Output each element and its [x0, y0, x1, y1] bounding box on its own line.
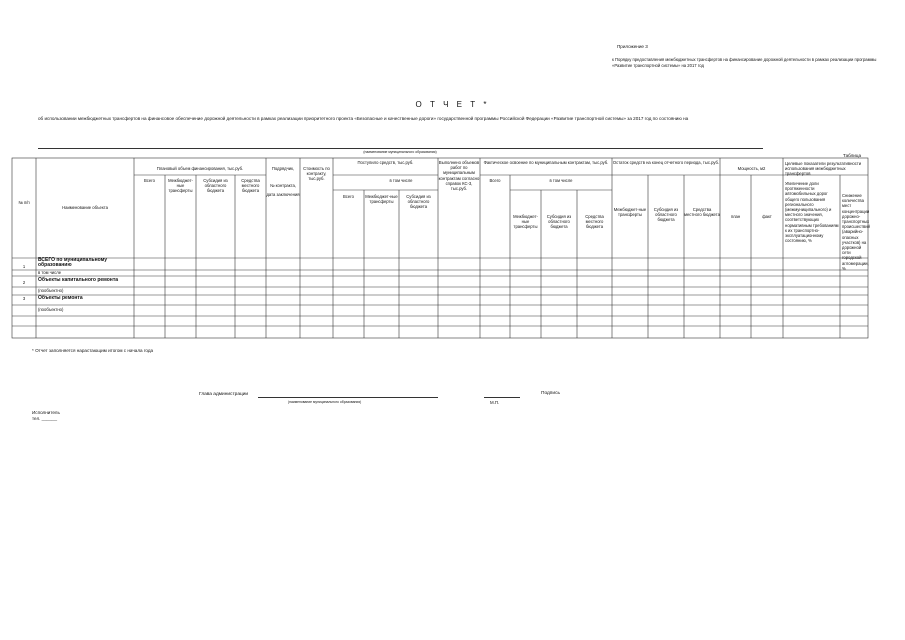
row-num: 1: [22, 264, 26, 269]
header-contractor: Подрядчик,: [271, 166, 295, 171]
header-spent-mbt: Межбюджет-ные трансферты: [513, 214, 538, 230]
signature-label: Подпись: [541, 391, 560, 396]
row-name-per-object: (пообъектно): [38, 288, 64, 293]
footnote: * Отчет заполняется нарастающим итогом с начала года: [32, 348, 154, 353]
document-title: О Т Ч Е Т *: [415, 100, 490, 109]
header-plan-subsidy: Субсидия из областного бюджета: [203, 178, 228, 194]
appendix-label: Приложение 3: [617, 44, 648, 49]
header-result-roads: Увеличение доли протяженности автомобильных дорог общего пользования регионального (межмуниципального) и местного значения, соответствующих нормативным требованиям к их транспортно-эксплуатационному состоянию, %: [785, 181, 839, 244]
head-signature-caption: (наименование муниципального образования): [288, 400, 362, 404]
head-of-administration-label: Глава администрации: [199, 392, 249, 397]
header-result-accidents: Снижение количества мест концентрации дорожно-транспортных происшествий (аварийно-опасных участков) на дорожной сети городской агломерации, %: [842, 193, 870, 271]
header-received-mbt: Межбюджет-ные трансферты: [365, 194, 398, 205]
header-plan-local: Средства местного бюджета: [241, 178, 260, 194]
header-num: № п/п: [18, 200, 30, 205]
header-result: Целевые показатели результативности использования межбюджетных трансфертов: [785, 161, 862, 177]
stamp-place-label: М.П.: [490, 400, 500, 405]
header-rest-subsidy: Субсидия из областного бюджета: [653, 207, 679, 223]
table-label: Таблица: [843, 153, 862, 158]
preamble-text: к Порядку предоставления межбюджетных трансфертов на финансирование дорожной деятельности в рамках реализации программы «Развитие транспортной системы» на 2017 год: [612, 57, 877, 68]
header-rest-local: Средства местного бюджета: [684, 207, 720, 218]
document-subtitle: об использовании межбюджетных трансфертов на финансовое обеспечение дорожной деятельности в рамках реализации приоритетного проекта «Безопасные и качественные дороги» государственной программы Российской Федерации «Развитие транспортной системы» за 2017 год по состоянию на: [38, 116, 689, 121]
row-name-capital-repair: Объекты капитального ремонта: [38, 277, 119, 283]
header-spent-subsidy: Субсидия из областного бюджета: [546, 214, 572, 230]
header-rest-mbt: Межбюджет-ные трансферты: [613, 207, 647, 218]
header-received-subsidy: Субсидия из областного бюджета: [406, 194, 431, 210]
row-name-repair: Объекты ремонта: [38, 295, 83, 301]
head-signature-line: [258, 397, 438, 398]
header-contract-date: дата заключения: [266, 192, 300, 197]
header-object-name: Наименование объекта: [62, 205, 108, 210]
header-received: Поступило средств, тыс.руб.: [357, 160, 414, 165]
header-spent-incl: в том числе: [549, 178, 573, 183]
row-name-including: в том числе: [38, 270, 62, 275]
header-spent-local: Средства местного бюджета: [585, 214, 604, 230]
header-power-fact: факт: [762, 214, 772, 219]
header-power: Мощность, м2: [737, 166, 766, 171]
municipality-caption: (наименование муниципального образования): [363, 150, 437, 154]
header-spent-total: Всего: [489, 178, 501, 183]
row-num: 2: [22, 280, 26, 285]
header-received-total: Всего: [343, 194, 354, 199]
signature-line: [484, 397, 520, 398]
row-name-total: ВСЕГО по муниципальному образованию: [38, 257, 108, 269]
header-contract-number: № контракта,: [270, 183, 296, 188]
header-received-incl: в том числе: [389, 178, 413, 183]
header-plan: Плановый объем финансирования, тыс.руб.: [156, 166, 244, 171]
header-rest: Остаток средств на конец отчетного периода, тыс.руб.: [612, 160, 720, 165]
header-power-plan: план: [730, 214, 741, 219]
phone-label: тел. ______: [32, 416, 58, 421]
executor-label: Исполнитель: [32, 410, 60, 415]
header-work-done: Выполнено объемов работ по муниципальным контрактам согласно справок КС-3, тыс.руб.: [438, 160, 480, 192]
header-spent: Фактическое освоение по муниципальным контрактам, тыс.руб.: [483, 160, 609, 165]
header-plan-total: Всего: [144, 178, 155, 183]
header-plan-mbt: Межбюджет-ные трансферты: [168, 178, 193, 194]
row-name-per-object: (пообъектно): [38, 307, 64, 312]
header-contract-cost: Стоимость по контракту, тыс.руб.: [303, 166, 330, 182]
row-num: 3: [22, 296, 26, 301]
